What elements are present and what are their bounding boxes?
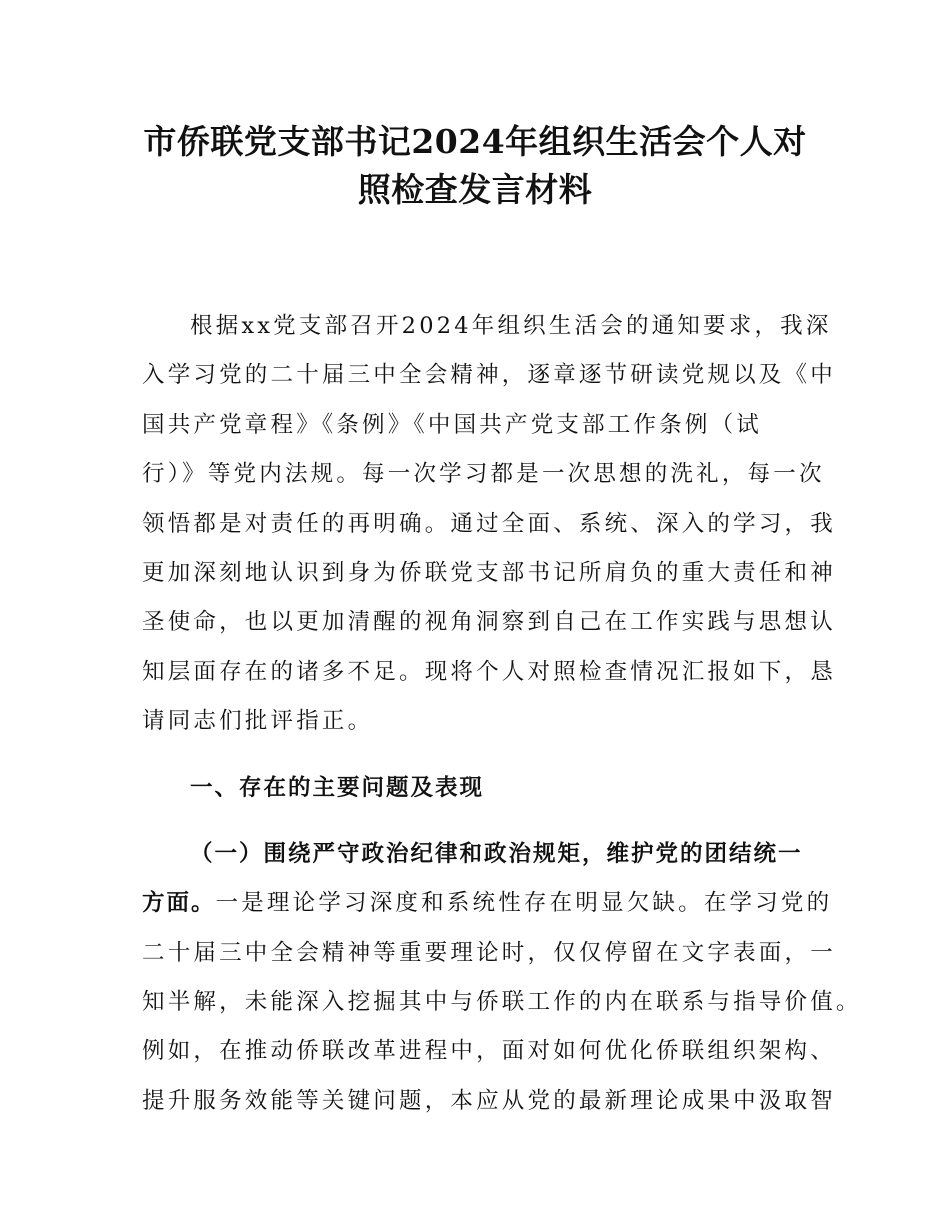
subsection-paragraph: [142, 830, 862, 1126]
paragraph-line: 入学习党的二十届三中全会精神，逐章逐节研读党规以及《中: [142, 362, 836, 389]
paragraph-line: 例如，在推动侨联改革进程中，面对如何优化侨联组织架构、: [142, 1038, 836, 1065]
paragraph-line: [142, 879, 833, 928]
paragraph-line: 国共产党章程》《条例》《中国共产党支部工作条例（试: [142, 411, 763, 438]
subsection-heading-end: 方面。: [142, 890, 216, 917]
paragraph-line: 圣使命，也以更加清醒的视角洞察到自己在工作实践与思想认: [142, 609, 836, 636]
paragraph-line: 领悟都是对责任的再明确。通过全面、系统、深入的学习，我: [142, 510, 836, 537]
section-heading: 一、存在的主要问题及表现: [190, 774, 485, 801]
paragraph-line: 二十届三中全会精神等重要理论时，仅仅停留在文字表面，一: [142, 939, 836, 966]
paragraph-gap: [142, 747, 812, 764]
title-line-2: 照检查发言材料: [357, 170, 593, 209]
paragraph-line: 知半解，未能深入挖掘其中与侨联工作的内在联系与指导价值。: [142, 989, 862, 1016]
document-body: [142, 302, 862, 1126]
paragraph-line-text: 一是理论学习深度和系统性存在明显欠缺。在学习党的: [215, 890, 833, 917]
paragraph-line: 请同志们批评指正。: [142, 708, 374, 735]
intro-paragraph: [142, 302, 836, 747]
paragraph-line: 更加深刻地认识到身为侨联党支部书记所肩负的重大责任和神: [142, 559, 836, 586]
document-title: [100, 118, 850, 214]
paragraph-gap: [142, 813, 812, 830]
paragraph-line: 提升服务效能等关键问题，本应从党的最新理论成果中汲取智: [142, 1087, 836, 1114]
paragraph-line: 知层面存在的诸多不足。现将个人对照检查情况汇报如下，恳: [142, 658, 836, 685]
paragraph-line: 行）》等党内法规。每一次学习都是一次思想的洗礼，每一次: [142, 461, 825, 488]
title-line-1: 市侨联党支部书记2024年组织生活会个人对: [143, 122, 807, 161]
paragraph-line: 根据xx党支部召开2024年组织生活会的通知要求，我深: [190, 313, 832, 339]
subsection-heading: （一）围绕严守政治纪律和政治规矩，维护党的团结统一: [190, 840, 803, 867]
